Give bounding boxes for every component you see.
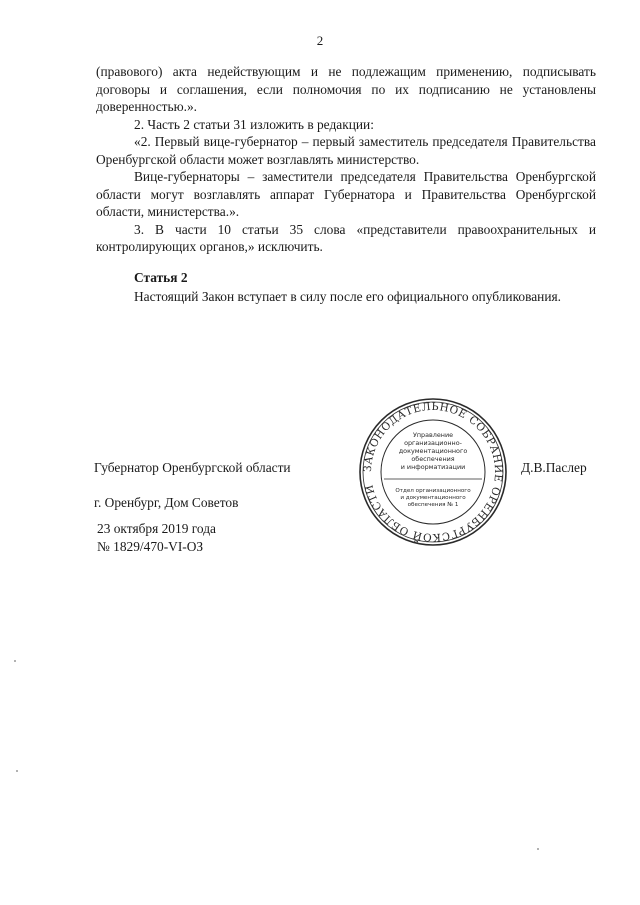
seal-inner-line: Управление: [412, 431, 454, 439]
seal-inner-line: Отдел организационного: [395, 488, 471, 494]
seal-inner-line: и документационного: [400, 495, 466, 501]
page-number: 2: [316, 33, 324, 48]
paragraph-item-2: 2. Часть 2 статьи 31 изложить в редакции:: [134, 116, 374, 132]
paragraph-item-3: 3. В части 10 статьи 35 слова «представители правоохранительных и контролирующих органов,» исключить.: [96, 221, 596, 254]
seal-inner-line: документационного: [398, 447, 468, 455]
scan-speck: [537, 848, 539, 850]
paragraph-quote-first-vice-governor: «2. Первый вице-губернатор – первый заместитель председателя Правительства Оренбургской области может возглавлять министерство.: [96, 134, 596, 167]
document-body: [96, 63, 596, 256]
signatory-title: Губернатор Оренбургской области: [94, 460, 291, 475]
scan-speck: [14, 660, 16, 662]
scan-speck: [16, 770, 18, 772]
official-seal-stamp: [358, 397, 508, 547]
document-place: г. Оренбург, Дом Советов: [94, 495, 239, 510]
paragraph-continuation: (правового) акта недействующим и не подлежащим применению, подписывать договоры и соглашения, если полномочия по их подписанию не установлены доверенностью.».: [96, 64, 596, 114]
svg-text:ЗАКОНОДАТЕЛЬНОЕ СОБРАНИЕ ОРЕНБ: [362, 401, 504, 544]
article-2-heading: Статья 2: [134, 270, 188, 285]
seal-inner-line: организационно-: [404, 439, 462, 447]
document-number: № 1829/470-VI-ОЗ: [97, 539, 204, 554]
seal-ring-text: ЗАКОНОДАТЕЛЬНОЕ СОБРАНИЕ ОРЕНБУРГСКОЙ ОБЛАСТИ: [361, 400, 505, 544]
article-2-text: Настоящий Закон вступает в силу после его официального опубликования.: [134, 289, 562, 304]
document-date: 23 октября 2019 года: [97, 521, 216, 536]
seal-inner-line: и информатизации: [400, 463, 466, 471]
signatory-name: Д.В.Паслер: [521, 460, 587, 475]
paragraph-vice-governors: Вице-губернаторы – заместители председателя Правительства Оренбургской области могут возглавлять аппарат Губернатора и Правительства Оренбургской области, министерства.».: [96, 169, 596, 219]
article-2-text-block: [96, 288, 596, 306]
seal-inner-line: обеспечения: [411, 455, 455, 463]
seal-inner-line: обеспечения № 1: [407, 502, 459, 508]
